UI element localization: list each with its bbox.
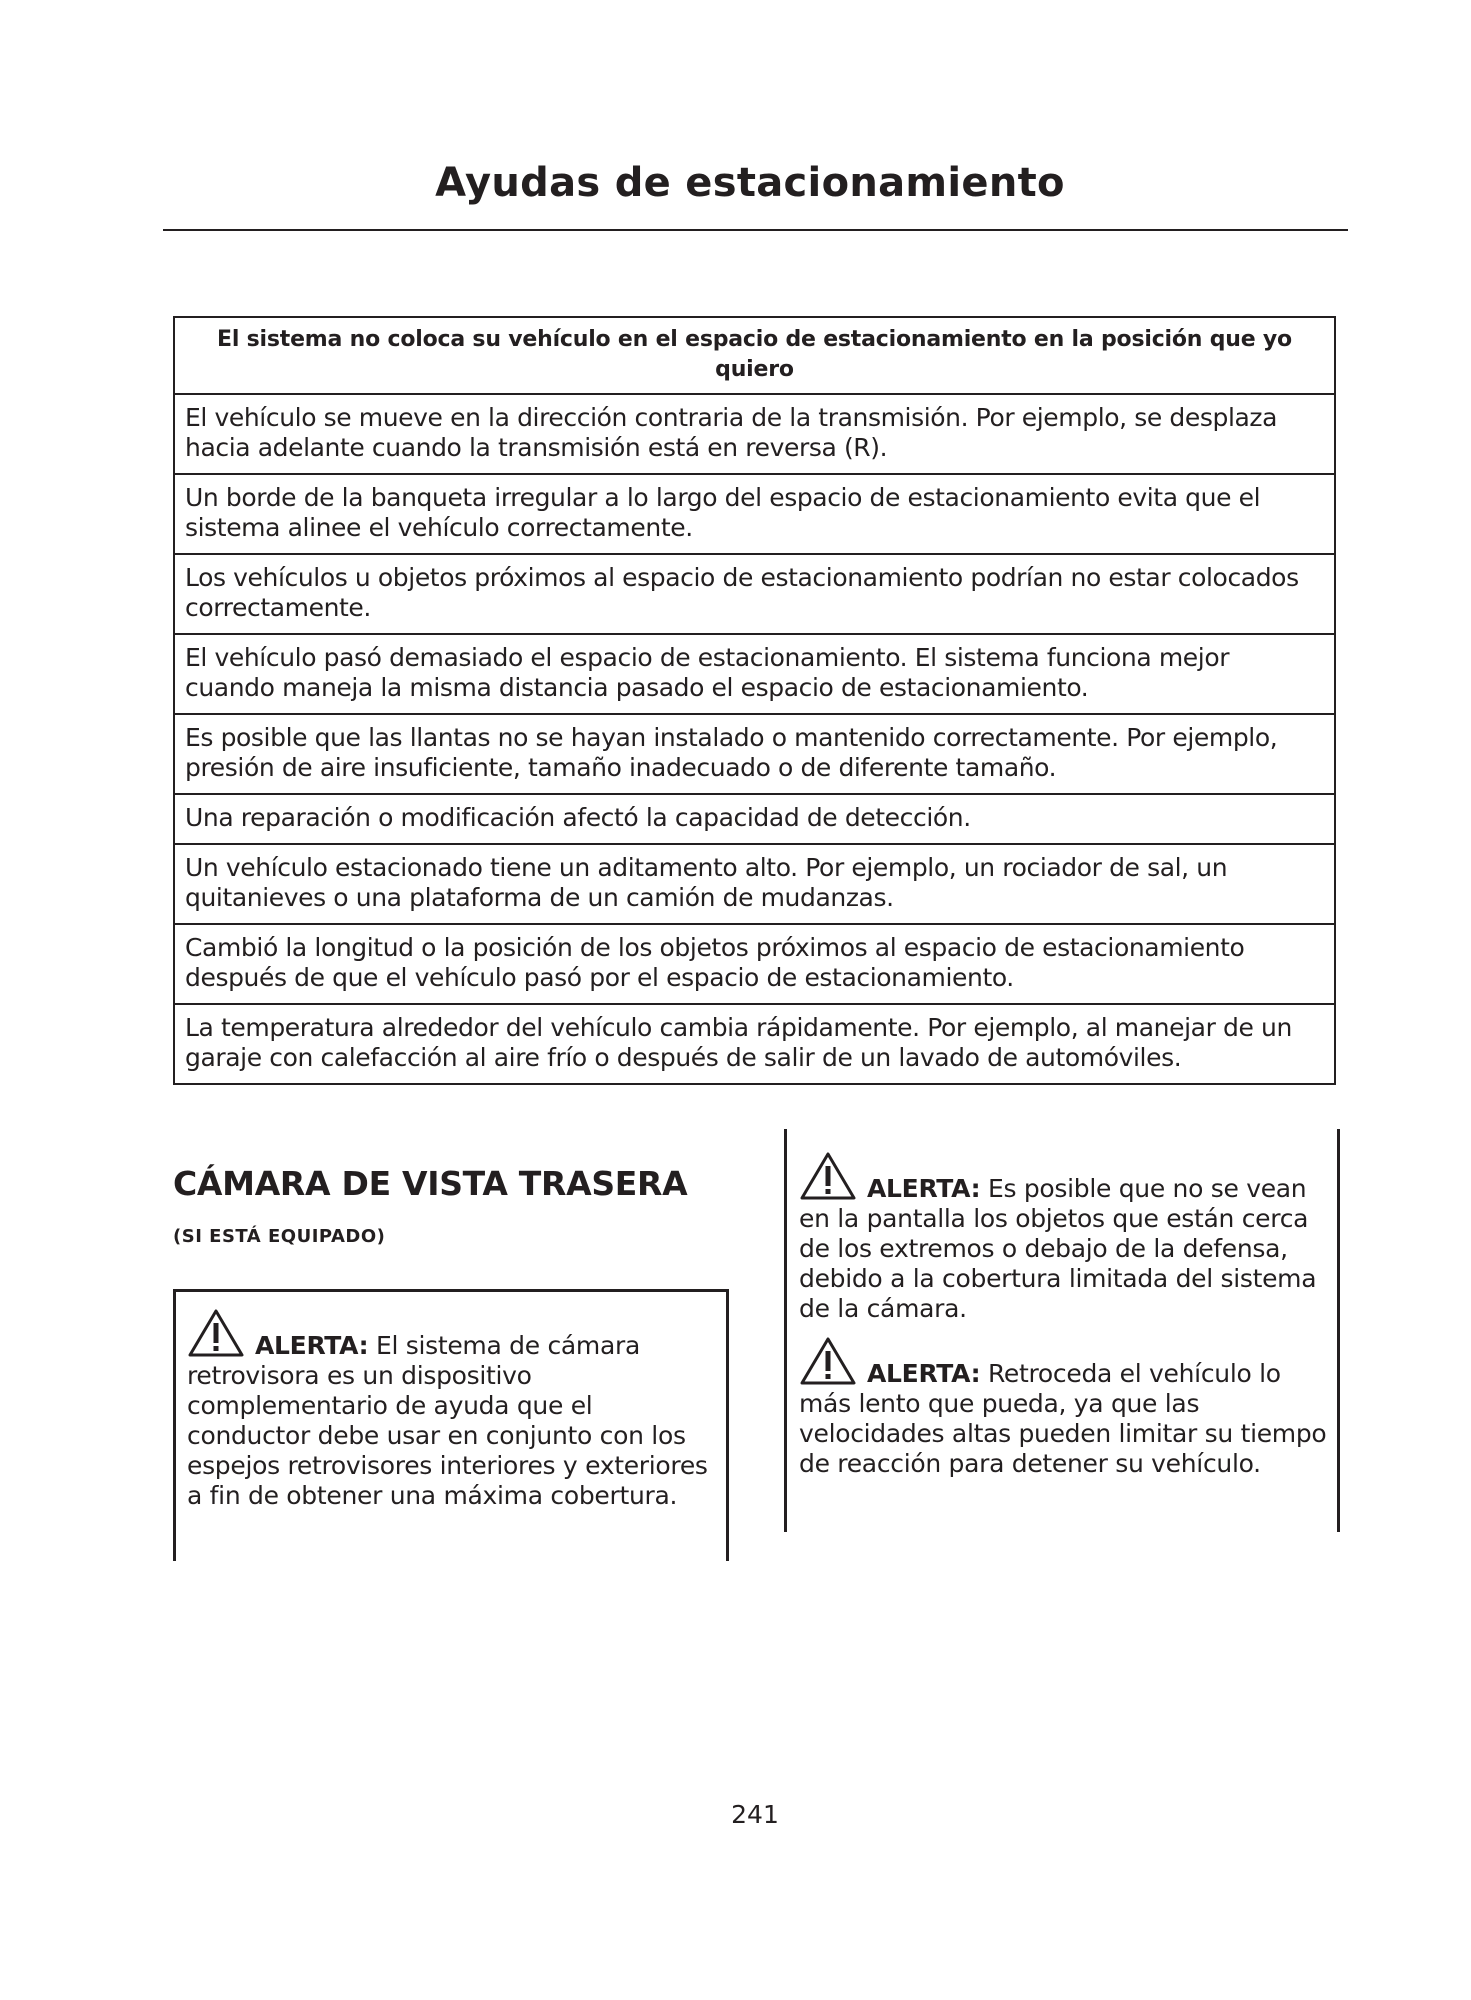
page-title: Ayudas de estacionamiento	[435, 160, 1065, 206]
alert-paragraph	[187, 1308, 718, 1511]
alert-paragraph	[799, 1151, 1327, 1324]
table-cell: Una reparación o modificación afectó la capacidad de detección.	[174, 794, 1335, 844]
section-heading: CÁMARA DE VISTA TRASERA	[173, 1164, 688, 1203]
table-cell: Cambió la longitud o la posición de los objetos próximos al espacio de estacionamiento después de que el vehículo pasó por el espacio de estacionamiento.	[174, 924, 1335, 1004]
table-row	[174, 554, 1335, 634]
table-cell: Un borde de la banqueta irregular a lo largo del espacio de estacionamiento evita que el sistema alinee el vehículo correctamente.	[174, 474, 1335, 554]
alert-box-left	[173, 1289, 729, 1561]
alert-label: ALERTA:	[867, 1174, 981, 1203]
title-divider	[163, 229, 1348, 231]
table-row	[174, 844, 1335, 924]
alert-text: Retroceda el vehículo lo más lento que pueda, ya que las velocidades altas pueden limitar su tiempo de reacción para detener su vehículo.	[799, 1359, 1327, 1478]
table-row	[174, 924, 1335, 1004]
alert-box-right	[784, 1129, 1340, 1532]
warning-triangle-icon	[799, 1151, 857, 1201]
alert-paragraph	[799, 1336, 1327, 1479]
table-cell: El vehículo pasó demasiado el espacio de estacionamiento. El sistema funciona mejor cuando maneja la misma distancia pasado el espacio de estacionamiento.	[174, 634, 1335, 714]
section-subheading: (SI ESTÁ EQUIPADO)	[173, 1226, 386, 1247]
table-header-row	[174, 317, 1335, 394]
table-row	[174, 794, 1335, 844]
alert-text: Es posible que no se vean en la pantalla los objetos que están cerca de los extremos o debajo de la defensa, debido a la cobertura limitada del sistema de la cámara.	[799, 1174, 1317, 1323]
troubleshooting-table	[173, 316, 1336, 1085]
table-cell: Los vehículos u objetos próximos al espacio de estacionamiento podrían no estar colocados correctamente.	[174, 554, 1335, 634]
table-header: El sistema no coloca su vehículo en el espacio de estacionamiento en la posición que yo quiero	[174, 317, 1335, 394]
table-row	[174, 634, 1335, 714]
alert-text: El sistema de cámara retrovisora es un dispositivo complementario de ayuda que el conductor debe usar en conjunto con los espejos retrovisores interiores y exteriores a fin de obtener una máxima cobertura.	[187, 1331, 708, 1510]
table-row	[174, 1004, 1335, 1084]
table-row	[174, 474, 1335, 554]
table-cell: Un vehículo estacionado tiene un aditamento alto. Por ejemplo, un rociador de sal, un quitanieves o una plataforma de un camión de mudanzas.	[174, 844, 1335, 924]
table-cell: Es posible que las llantas no se hayan instalado o mantenido correctamente. Por ejemplo, presión de aire insuficiente, tamaño inadecuado o de diferente tamaño.	[174, 714, 1335, 794]
table-row	[174, 714, 1335, 794]
warning-triangle-icon	[187, 1308, 245, 1358]
alert-label: ALERTA:	[255, 1331, 369, 1360]
alert-label: ALERTA:	[867, 1359, 981, 1388]
table-row	[174, 394, 1335, 474]
table-cell: La temperatura alrededor del vehículo cambia rápidamente. Por ejemplo, al manejar de un garaje con calefacción al aire frío o después de salir de un lavado de automóviles.	[174, 1004, 1335, 1084]
warning-triangle-icon	[799, 1336, 857, 1386]
page-number: 241	[731, 1800, 779, 1829]
table-cell: El vehículo se mueve en la dirección contraria de la transmisión. Por ejemplo, se desplaza hacia adelante cuando la transmisión está en reversa (R).	[174, 394, 1335, 474]
